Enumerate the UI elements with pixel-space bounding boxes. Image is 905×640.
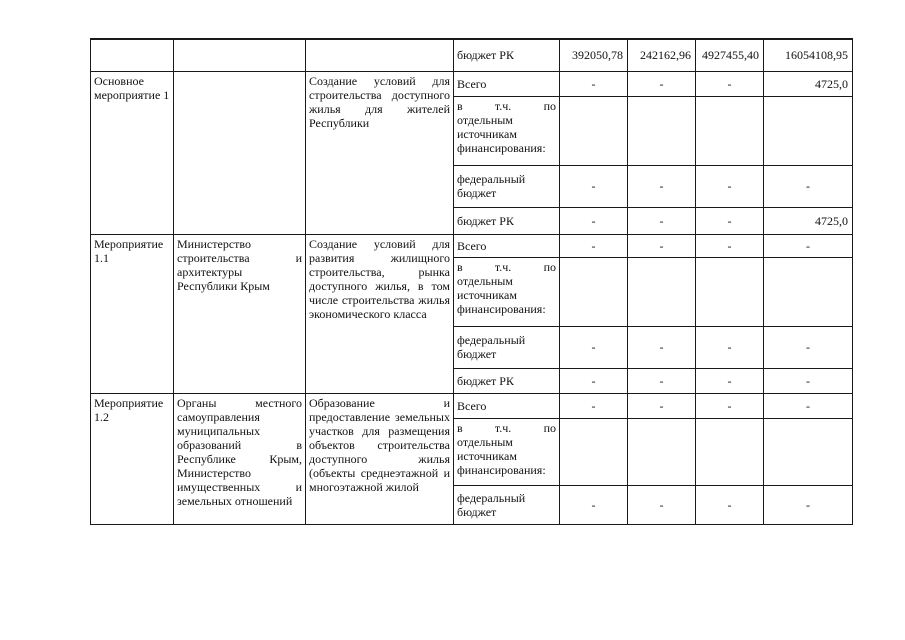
- value-cell: -: [764, 234, 853, 257]
- value-cell: -: [764, 326, 853, 368]
- value-cell: -: [560, 485, 628, 524]
- table-row: [91, 234, 853, 257]
- result-cell: Образование и предоставление земельных участков для размещения объектов строительства доступного жилья (объекты среднеэтажной и многоэтажной жилой: [306, 393, 454, 524]
- value-cell: -: [560, 326, 628, 368]
- value-cell: 16054108,95: [764, 39, 853, 71]
- value-cell: -: [696, 368, 764, 393]
- funding-source-cell: федеральный бюджет: [454, 165, 560, 207]
- result-cell: Создание условий для развития жилищного строительства, рынка доступного жилья, в том числе строительства жилья экономического класса: [306, 234, 454, 393]
- value-cell: -: [696, 393, 764, 418]
- funding-source-cell: федеральный бюджет: [454, 485, 560, 524]
- value-cell: 4927455,40: [696, 39, 764, 71]
- funding-breakdown-cell: в т.ч. по отдельным источникам финансирования:: [454, 418, 560, 485]
- funding-source-cell: Всего: [454, 393, 560, 418]
- result-cell: Создание условий для строительства доступного жилья для жителей Республики: [306, 71, 454, 234]
- value-cell: -: [628, 326, 696, 368]
- funding-source-cell: бюджет РК: [454, 39, 560, 71]
- activity-name-cell: Мероприятие 1.2: [91, 393, 174, 524]
- table-row: [91, 71, 853, 96]
- value-cell: -: [628, 393, 696, 418]
- value-cell: 4725,0: [764, 71, 853, 96]
- funding-breakdown-cell: в т.ч. по отдельным источникам финансирования:: [454, 96, 560, 165]
- value-cell: -: [628, 368, 696, 393]
- funding-source-cell: бюджет РК: [454, 207, 560, 234]
- value-cell: -: [696, 165, 764, 207]
- table-row: [91, 39, 853, 71]
- activity-name-cell: Основное мероприятие 1: [91, 71, 174, 234]
- value-cell: -: [764, 368, 853, 393]
- executor-cell: Органы местного самоуправления муниципальных образований в Республике Крым, Министерство имущественных и земельных отношений: [174, 393, 306, 524]
- value-cell: -: [560, 71, 628, 96]
- funding-breakdown-cell: в т.ч. по отдельным источникам финансирования:: [454, 257, 560, 326]
- value-cell: -: [696, 234, 764, 257]
- value-cell: -: [696, 485, 764, 524]
- value-cell: -: [560, 393, 628, 418]
- value-cell: -: [696, 326, 764, 368]
- table-row: [91, 393, 853, 418]
- value-cell: -: [628, 71, 696, 96]
- value-cell: -: [560, 165, 628, 207]
- budget-table: [90, 38, 853, 525]
- value-cell: 242162,96: [628, 39, 696, 71]
- value-cell: -: [628, 207, 696, 234]
- funding-source-cell: Всего: [454, 71, 560, 96]
- activity-name-cell: Мероприятие 1.1: [91, 234, 174, 393]
- executor-cell: [174, 71, 306, 234]
- value-cell: -: [696, 207, 764, 234]
- value-cell: -: [764, 485, 853, 524]
- funding-source-cell: Всего: [454, 234, 560, 257]
- value-cell: -: [560, 368, 628, 393]
- value-cell: -: [560, 207, 628, 234]
- value-cell: 392050,78: [560, 39, 628, 71]
- funding-source-cell: федеральный бюджет: [454, 326, 560, 368]
- value-cell: -: [628, 485, 696, 524]
- value-cell: -: [628, 165, 696, 207]
- value-cell: -: [628, 234, 696, 257]
- value-cell: 4725,0: [764, 207, 853, 234]
- value-cell: -: [764, 393, 853, 418]
- funding-source-cell: бюджет РК: [454, 368, 560, 393]
- value-cell: -: [560, 234, 628, 257]
- value-cell: -: [696, 71, 764, 96]
- executor-cell: Министерство строительства и архитектуры Республики Крым: [174, 234, 306, 393]
- value-cell: -: [764, 165, 853, 207]
